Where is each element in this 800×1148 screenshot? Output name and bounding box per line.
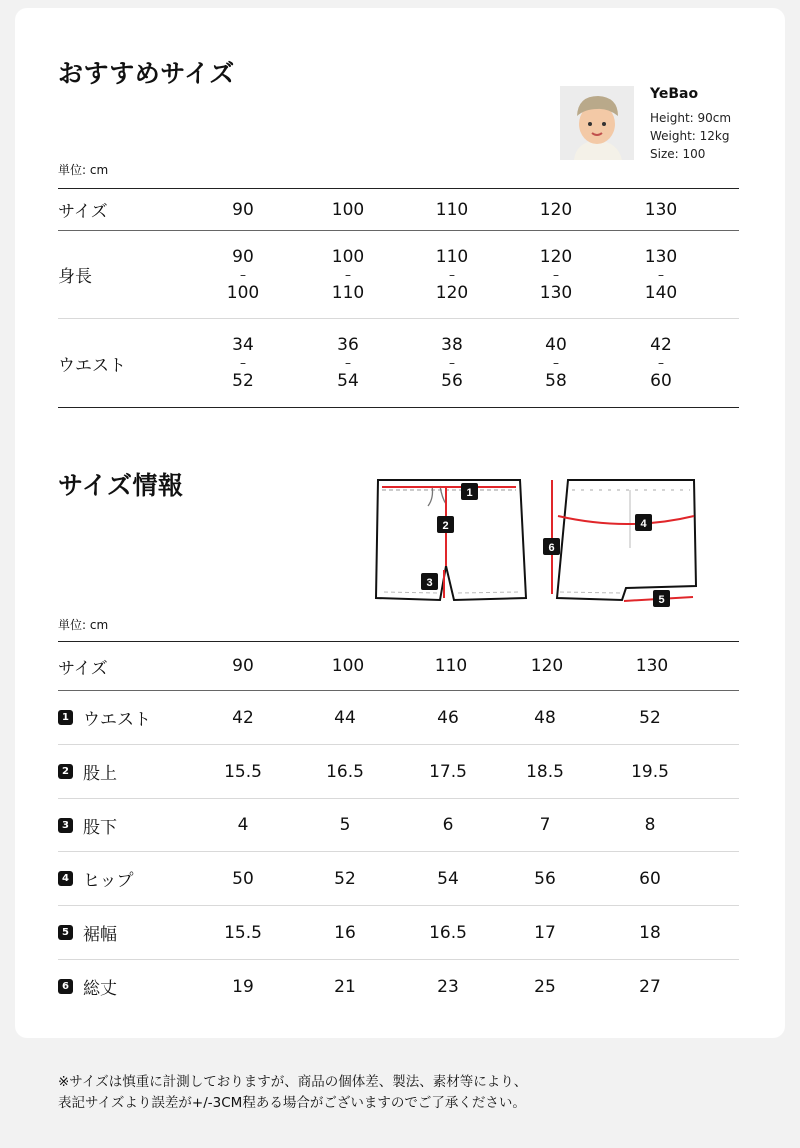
recommend-unit: 単位: cm [58,163,109,177]
range-min: 34 [232,335,254,355]
range-max: 58 [545,371,567,391]
range-dash: – [552,356,559,370]
range-min: 110 [435,246,469,267]
table-row [58,906,739,960]
header-size: 120 [530,656,564,676]
range-min: 90 [232,246,254,267]
badge-1-icon: 1 [58,710,73,725]
svg-text:2: 2 [442,520,449,532]
cell-value: 18.5 [526,761,564,782]
cell-value: 8 [644,815,656,835]
cell-value: 54 [437,868,459,889]
range-min: 130 [644,246,678,267]
range-max: 120 [435,282,469,303]
svg-text:3: 3 [426,577,433,589]
header-size: 100 [331,656,365,676]
badge-5-icon: 5 [58,925,73,940]
row-label-waist: ウエスト [58,355,126,376]
range-max: 54 [337,371,359,391]
header-size: 90 [232,656,254,676]
cell-value: 52 [639,707,661,728]
table-row [58,852,739,906]
info-title: サイズ情報 [58,471,184,500]
notice-line-2: 表記サイズより誤差が+/-3CM程ある場合がございますのでご了承ください。 [58,1095,526,1111]
cell-value: 16.5 [429,922,467,943]
header-size: 120 [539,199,573,220]
cell-value: 19 [232,976,254,997]
cell-value: 52 [334,868,356,889]
size-notice [58,1072,527,1114]
info-table [58,641,739,1013]
range-dash: – [344,267,351,282]
range-min: 40 [545,335,567,355]
cell-value: 56 [534,868,556,889]
model-size: Size: 100 [650,147,706,161]
range-max: 56 [441,371,463,391]
cell-value: 60 [639,868,661,889]
range-max: 60 [650,371,672,391]
notice-line-1: ※サイズは慎重に計測しておりますが、商品の個体差、製法、素材等により、 [58,1074,528,1090]
range-min: 42 [650,335,672,355]
table-row [58,960,739,1013]
cell-value: 27 [639,976,661,997]
badge-6-icon: 6 [58,979,73,994]
header-size: 110 [435,199,469,220]
info-header-row [58,641,739,691]
cell-value: 6 [442,815,454,835]
range-dash: – [239,267,246,282]
cell-value: 5 [339,815,351,835]
cell-value: 15.5 [224,761,262,782]
range-min: 100 [331,246,365,267]
svg-text:6: 6 [548,542,555,554]
range-dash: – [552,267,559,282]
range-dash: – [448,267,455,282]
range-max: 130 [539,282,573,303]
cell-value: 21 [334,976,356,997]
header-size: 90 [232,199,254,220]
cell-value: 17.5 [429,761,467,782]
cell-value: 48 [534,707,556,728]
cell-value: 16 [334,922,356,943]
header-size: 100 [331,199,365,220]
row-label: ウエスト [83,710,151,730]
marker-2-icon [437,516,454,533]
svg-text:5: 5 [658,594,665,606]
range-dash: – [657,267,664,282]
range-min: 36 [337,335,359,355]
badge-3-icon: 3 [58,818,73,833]
row-label: 股下 [83,817,117,838]
recommend-title: おすすめサイズ [58,59,235,88]
badge-4-icon: 4 [58,871,73,886]
badge-2-icon: 2 [58,764,73,779]
shorts-back-drawing [557,480,696,600]
model-name: YeBao [650,86,699,102]
recommend-table [58,188,739,408]
cell-value: 19.5 [631,761,669,782]
range-max: 52 [232,371,254,391]
cell-value: 4 [237,815,249,835]
cell-value: 25 [534,976,556,997]
measurement-diagram [360,468,710,613]
svg-text:4: 4 [640,518,647,530]
header-size: 130 [635,656,669,676]
header-size-label: サイズ [58,658,108,679]
range-min: 120 [539,246,573,267]
marker-5-icon [653,590,670,607]
row-label: 裾幅 [83,925,117,945]
shorts-front-drawing [376,480,526,600]
cell-value: 15.5 [224,922,262,943]
model-photo [560,86,634,160]
range-dash: – [448,356,455,370]
table-row [58,319,739,408]
model-info [560,86,740,166]
header-size: 130 [644,199,678,220]
table-row [58,799,739,852]
row-label: 総丈 [83,979,117,999]
cell-value: 23 [437,976,459,997]
model-height: Height: 90cm [650,111,732,125]
marker-3-icon [421,573,438,590]
row-label: 股上 [83,764,117,784]
cell-value: 50 [232,868,254,889]
header-size-label: サイズ [58,202,108,222]
model-weight: Weight: 12kg [650,129,730,143]
recommend-header-row [58,188,739,231]
cell-value: 44 [334,707,356,728]
table-row [58,691,739,745]
svg-text:1: 1 [466,487,473,499]
cell-value: 7 [539,815,551,835]
cell-value: 16.5 [326,761,364,782]
cell-value: 46 [437,707,459,728]
row-label: ヒップ [83,871,134,891]
info-unit: 単位: cm [58,618,109,632]
row-label-height: 身長 [58,267,92,287]
header-size: 110 [434,656,468,676]
range-max: 140 [644,282,678,303]
marker-1-icon [461,483,478,500]
table-row [58,745,739,799]
marker-4-icon [635,514,652,531]
range-min: 38 [441,335,463,355]
range-dash: – [239,356,246,370]
range-dash: – [344,356,351,370]
table-row [58,231,739,319]
range-dash: – [657,356,664,370]
marker-6-icon [543,538,560,555]
range-max: 100 [226,282,260,303]
cell-value: 42 [232,707,254,728]
range-max: 110 [331,282,365,303]
cell-value: 17 [534,922,556,943]
cell-value: 18 [639,922,661,943]
